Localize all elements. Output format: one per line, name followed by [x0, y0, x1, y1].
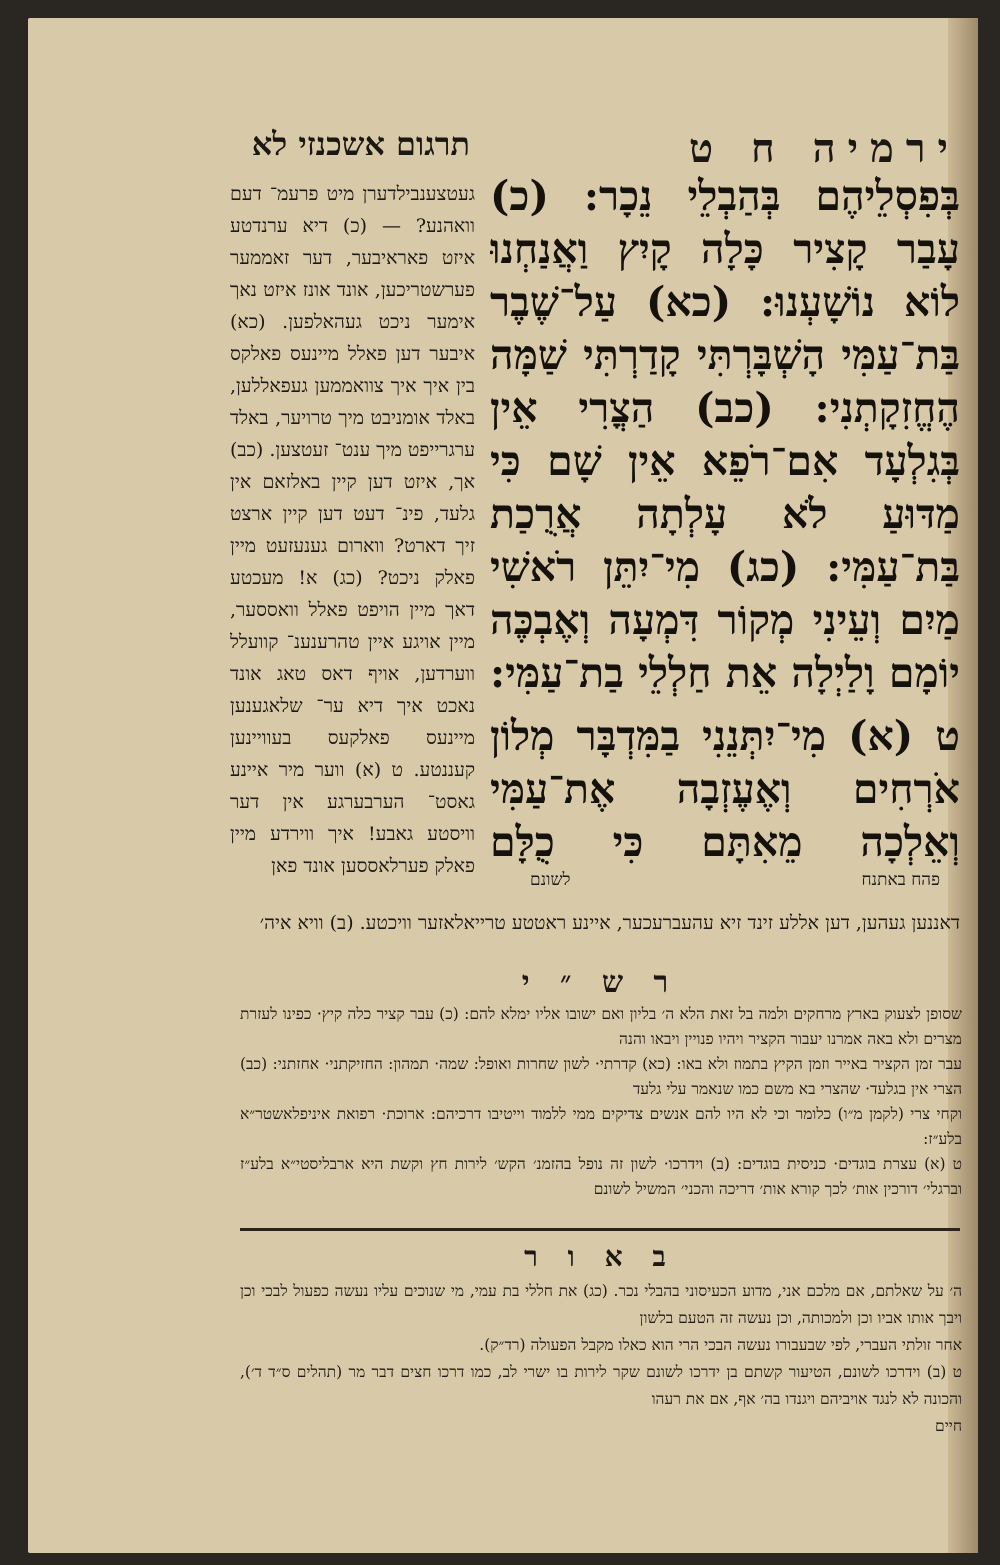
running-header-hebrew: ירמיה ח ט: [688, 125, 960, 172]
translation-continuation: דאננען געהען, דען אללע זינד זיא עהעברעכער, איינע ראטטע טרייאלאזער וויכטע. (ב) וויא איה׳: [259, 912, 960, 934]
rashi-line: וקחי צרי (לקמן מ״ו) כלומר וכי לא היו להם אנשים צדיקים ממי ללמוד וייטיבו דרכיהם: ארוכת· רפואת איניפלאשטר״א בלע״ז:: [240, 1105, 962, 1148]
hebrew-main-text: [490, 170, 960, 870]
rashi-line: ט (א) עצרת בוגדים· כניסית בוגדים: (ב) וידרכו· לשון זה נופל בהזמנ׳ הקש׳ לירות חץ וקשת היא ארבליסטי״א בלע״ז וברגלי׳ דורכין אות׳ לכך קורא אות׳ דריכה והכני׳ המשיל לשונם: [240, 1155, 962, 1198]
beur-commentary: [240, 1278, 962, 1440]
rashi-line: עבר זמן הקציר באייר וזמן הקיץ בתמוז ולא באו: (כא) קדרתי· לשון שחרות ואופל: שמה· תמהון: החזיקתני· אחזתני: (כב) הצרי אין בגלעד· שהצרי בא משם כמו שנאמר עלי גלעד: [240, 1055, 962, 1098]
beur-line: ט (ב) וידרכו לשונם, הטיעור קשתם בן ידרכו לשונם שקר לירות בו ישרי לב, כמו דרכו חצים דבר מר (תהלים ס״ד ד׳), והכונה לא לנגד אויביהם ויגנדו בה׳ אף, אם את רעהו: [240, 1363, 962, 1408]
chapter-8-text: בְּפִסְלֵיהֶם בְּהַבְלֵי נֵכָר: (כ) עָבַר קָצִיר כָּלָה קָיִץ וַאֲנַחְנוּ לוֹא נוֹשָׁעְנוּ: (כא) עַל־שֶׁבֶר בַּת־עַמִּי הָשְׁבָּרְתִּי קָדַרְתִּי שַׁמָּה הֶחֱזִקָתְנִי: (כב) הַצֳרִי אֵין בְּגִלְעָד אִם־רֹפֵא אֵין שָׁם כִּי מַדּוּעַ לֹא עָלְתָה אֲרֻכַת בַּת־עַמִּי: (כג) מִי־יִתֵּן רֹאשִׁי מַיִם וְעֵינִי מְקוֹר דִּמְעָה וְאֶבְכֶּה יוֹמָם וָלַיְלָה אֵת חַלְלֵי בַת־עַמִּי:: [490, 172, 960, 697]
translation-chapter-8: געטצענבילדערן מיט פרעמ־ דעם וואהנע? — (כ) דיא ערנדטע איזט פאראיבער, דער זאממער פערשטריכען, אונד אונז איזט נאך אימער ניכט געהאלפען. (כא) איבער דען פאלל מיינעס פאלקס בין איך איך צוואממען געפאללען, באלד אומניבט מיך טרויער, באלד ערגרייפט מיך ענט־ זעטצען. (כב) אך, איזט דען קיין באלזאם אין גלעד, פינ־ דעט דען קיין ארצט זיך דארט? ווארום גענעזעט מיין פאלק ניכט? (כג) א! מעכטע דאך מיין הויפט פאלל וואססער, מיין אויגע איין טהרענענ־ קוועלל ווערדען, אויף דאס טאג אונד נאכט איך דיא ער־ שלאגענען מיינעס פאלקעס בעוויינען קעננטע.: [230, 183, 475, 781]
rashi-heading: ר ש ״ י: [521, 965, 679, 1000]
german-translation-column: [230, 178, 475, 898]
beur-line: חיים: [935, 1417, 962, 1435]
chapter-9-text: ט (א) מִי־יִתְּנֵנִי בַמִּדְבָּר מְלוֹן אֹרְחִים וְאֶעֶזְבָה אֶת־עַמִּי וְאֵלְכָה מֵאִתָּם כִּי כֻלָּם: [490, 712, 960, 866]
beur-line: ה׳ על שאלתם, אם מלכם אני, מדוע הכעיסוני בהבלי נכר. (כג) את חללי בת עמי, מי שנוכים עליו נעשה כפעול לבכי וכן ויבך אותו אביו וכן ולמכותה, וכן נעשה זה הטעם בלשון: [240, 1282, 962, 1327]
rashi-line: שסופן לצעוק בארץ מרחקים ולמה בל זאת הלא ה׳ בליון ואם ישובו אליו ימלא להם: (כ) עבר קציר כלה קיץ· כפינו לעזרת מצרים ולא באה אמרנו יעבור הקציר ויהיו פנויין ויבאו והנה: [240, 1005, 962, 1048]
rashi-commentary: [240, 1002, 962, 1202]
masoretic-note-left: לשונם: [530, 870, 571, 890]
masoretic-note-right: פהח באתנח: [861, 870, 940, 890]
beur-line: אחר זולתי העברי, לפי שבעבורו נעשה הבכי הרי הוא כאלו מקבל הפעולה (רד״ק).: [479, 1336, 962, 1354]
running-header-translation: תרגום אשכנזי לא: [251, 125, 470, 163]
section-divider: [240, 1228, 960, 1231]
beur-heading: ב א ו ר: [524, 1240, 676, 1273]
translation-chapter-9: ט (א) ווער מיר איינע גאסט־ הערבערגע אין דער וויסטע גאבע! איך ווירדע מיין פאלק פערלאססען אונד פאן: [230, 759, 475, 877]
